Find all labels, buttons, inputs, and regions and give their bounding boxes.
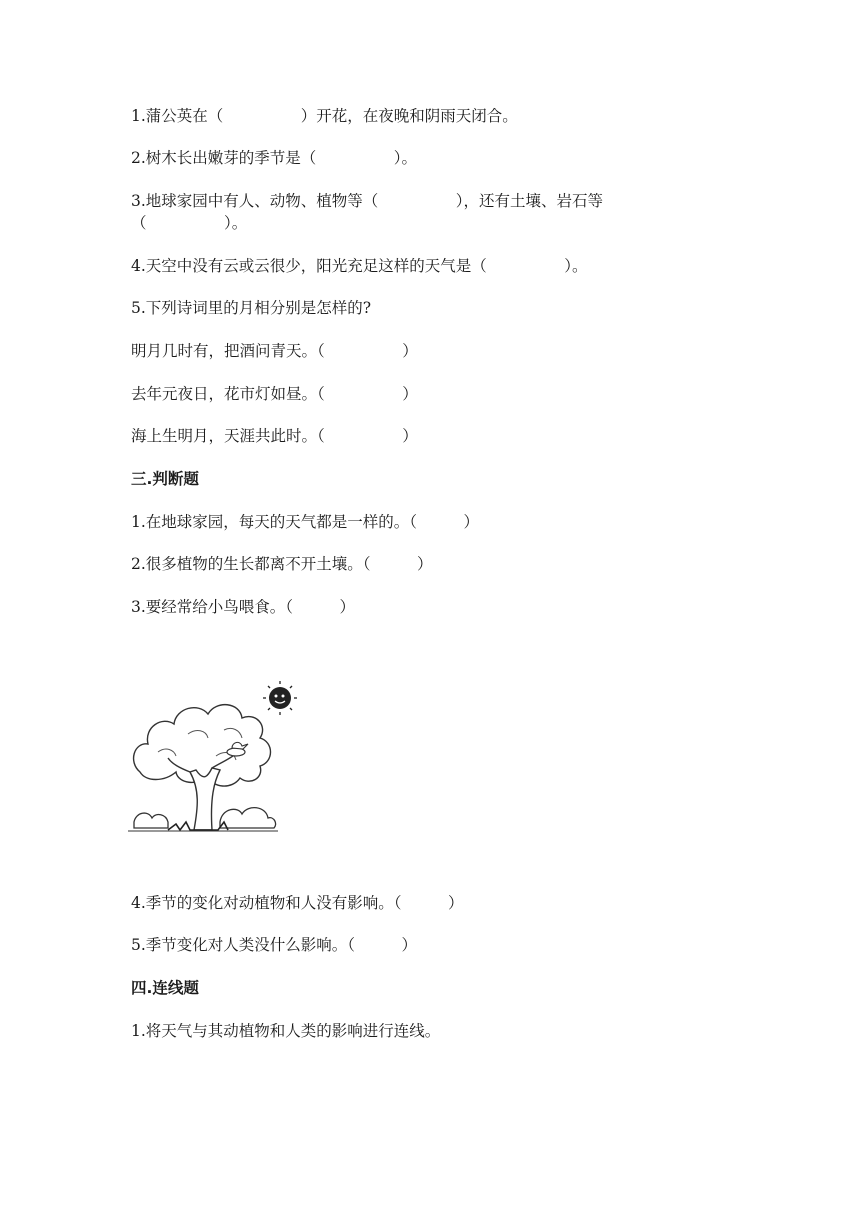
poem-line-2: 去年元夜日，花市灯如昼。（ ） [131, 385, 418, 403]
fill-question-3-line-2: （ ）。 [131, 214, 248, 232]
judge-question-4: 4.季节的变化对动植物和人没有影响。（ ） [131, 894, 464, 912]
section-heading-matching: 四.连线题 [131, 979, 199, 997]
matching-question-1: 1.将天气与其动植物和人类的影响进行连线。 [131, 1022, 441, 1040]
judge-question-2: 2.很多植物的生长都离不开土壤。（ ） [131, 555, 433, 573]
judge-question-5: 5.季节变化对人类没什么影响。（ ） [131, 936, 418, 954]
sun-icon [263, 681, 297, 715]
judge-question-1: 1.在地球家园，每天的天气都是一样的。（ ） [131, 513, 480, 531]
section-heading-judge: 三.判断题 [131, 470, 199, 488]
fill-question-4: 4.天空中没有云或云很少，阳光充足这样的天气是（ ）。 [131, 257, 588, 275]
judge-question-3: 3.要经常给小鸟喂食。（ ） [131, 598, 356, 616]
poem-line-1: 明月几时有，把酒问青天。（ ） [131, 342, 418, 360]
fill-question-5: 5.下列诗词里的月相分别是怎样的? [131, 299, 372, 317]
fill-question-2: 2.树木长出嫩芽的季节是（ ）。 [131, 149, 418, 167]
poem-line-3: 海上生明月，天涯共此时。（ ） [131, 427, 418, 445]
fill-question-1: 1.蒲公英在（ ）开花，在夜晚和阴雨天闭合。 [131, 107, 518, 125]
fill-question-3-line-1: 3.地球家园中有人、动物、植物等（ ），还有土壤、岩石等 [131, 192, 604, 210]
tree-with-bird-and-sun-icon [128, 672, 308, 837]
